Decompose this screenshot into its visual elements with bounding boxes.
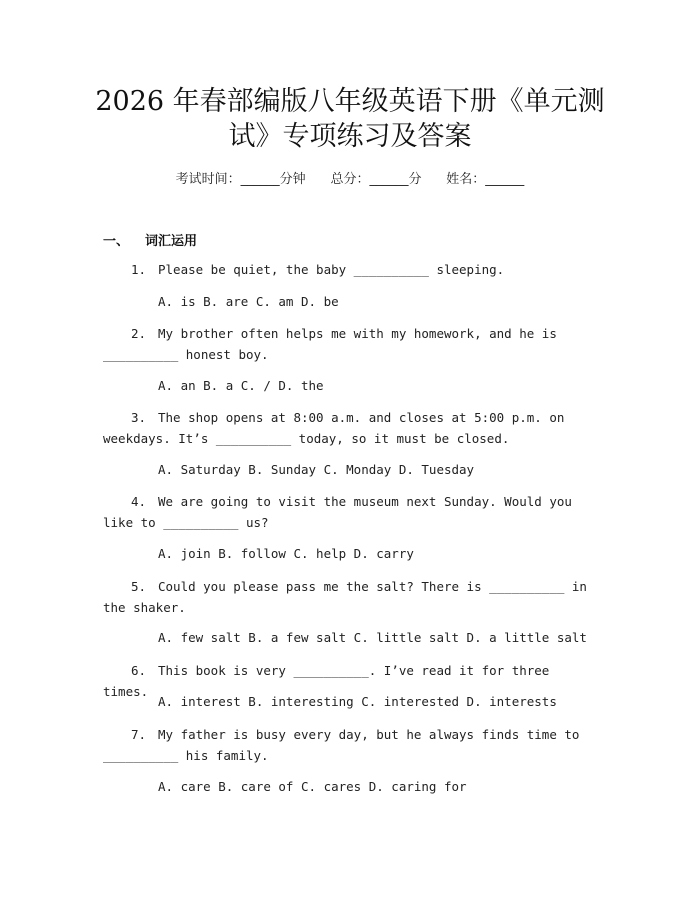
- total-score: 总分：______分: [330, 172, 422, 187]
- question-text: My brother often helps me with my homework, and he is __________ honest boy.: [103, 326, 557, 362]
- question-number: 4.: [131, 494, 147, 509]
- document-title-line2: 试》专项练习及答案: [228, 121, 472, 152]
- question-5: [103, 576, 598, 618]
- question-number: 7.: [131, 727, 147, 742]
- exam-info: [0, 168, 700, 187]
- question-number: 6.: [131, 663, 147, 678]
- question-1: [103, 259, 598, 280]
- section-title: 词汇运用: [145, 234, 198, 249]
- question-text: Please be quiet, the baby __________ sleeping.: [158, 262, 505, 277]
- question-7: [103, 724, 598, 766]
- question-3: [103, 407, 598, 449]
- question-number: 5.: [131, 579, 147, 594]
- question-number: 1.: [131, 262, 147, 277]
- question-4: [103, 491, 598, 533]
- question-2: [103, 323, 598, 365]
- question-text: Could you please pass me the salt? There is __________ in the shaker.: [103, 579, 587, 615]
- exam-time: 考试时间：______分钟: [175, 172, 306, 187]
- question-number: 2.: [131, 326, 147, 341]
- question-5-options: A. few salt B. a few salt C. little salt D. a little salt: [158, 630, 587, 645]
- section-number: 一、: [103, 234, 130, 249]
- question-4-options: A. join B. follow C. help D. carry: [158, 546, 414, 561]
- question-1-options: A. is B. are C. am D. be: [158, 294, 339, 309]
- question-text: We are going to visit the museum next Sunday. Would you like to __________ us?: [103, 494, 572, 530]
- question-text: My father is busy every day, but he always finds time to __________ his family.: [103, 727, 580, 763]
- question-2-options: A. an B. a C. / D. the: [158, 378, 324, 393]
- question-text: The shop opens at 8:00 a.m. and closes at 5:00 p.m. on weekdays. It’s __________ today, so it must be closed.: [103, 410, 565, 446]
- question-number: 3.: [131, 410, 147, 425]
- section-heading: [103, 230, 197, 249]
- question-7-options: A. care B. care of C. cares D. caring for: [158, 779, 467, 794]
- question-6-options: A. interest B. interesting C. interested D. interests: [158, 694, 557, 709]
- student-name: 姓名：______: [446, 172, 525, 187]
- question-text: This book is very __________. I’ve read it for three times.: [103, 663, 550, 699]
- question-3-options: A. Saturday B. Sunday C. Monday D. Tuesday: [158, 462, 475, 477]
- document-title-line1: 2026 年春部编版八年级英语下册《单元测: [95, 86, 605, 117]
